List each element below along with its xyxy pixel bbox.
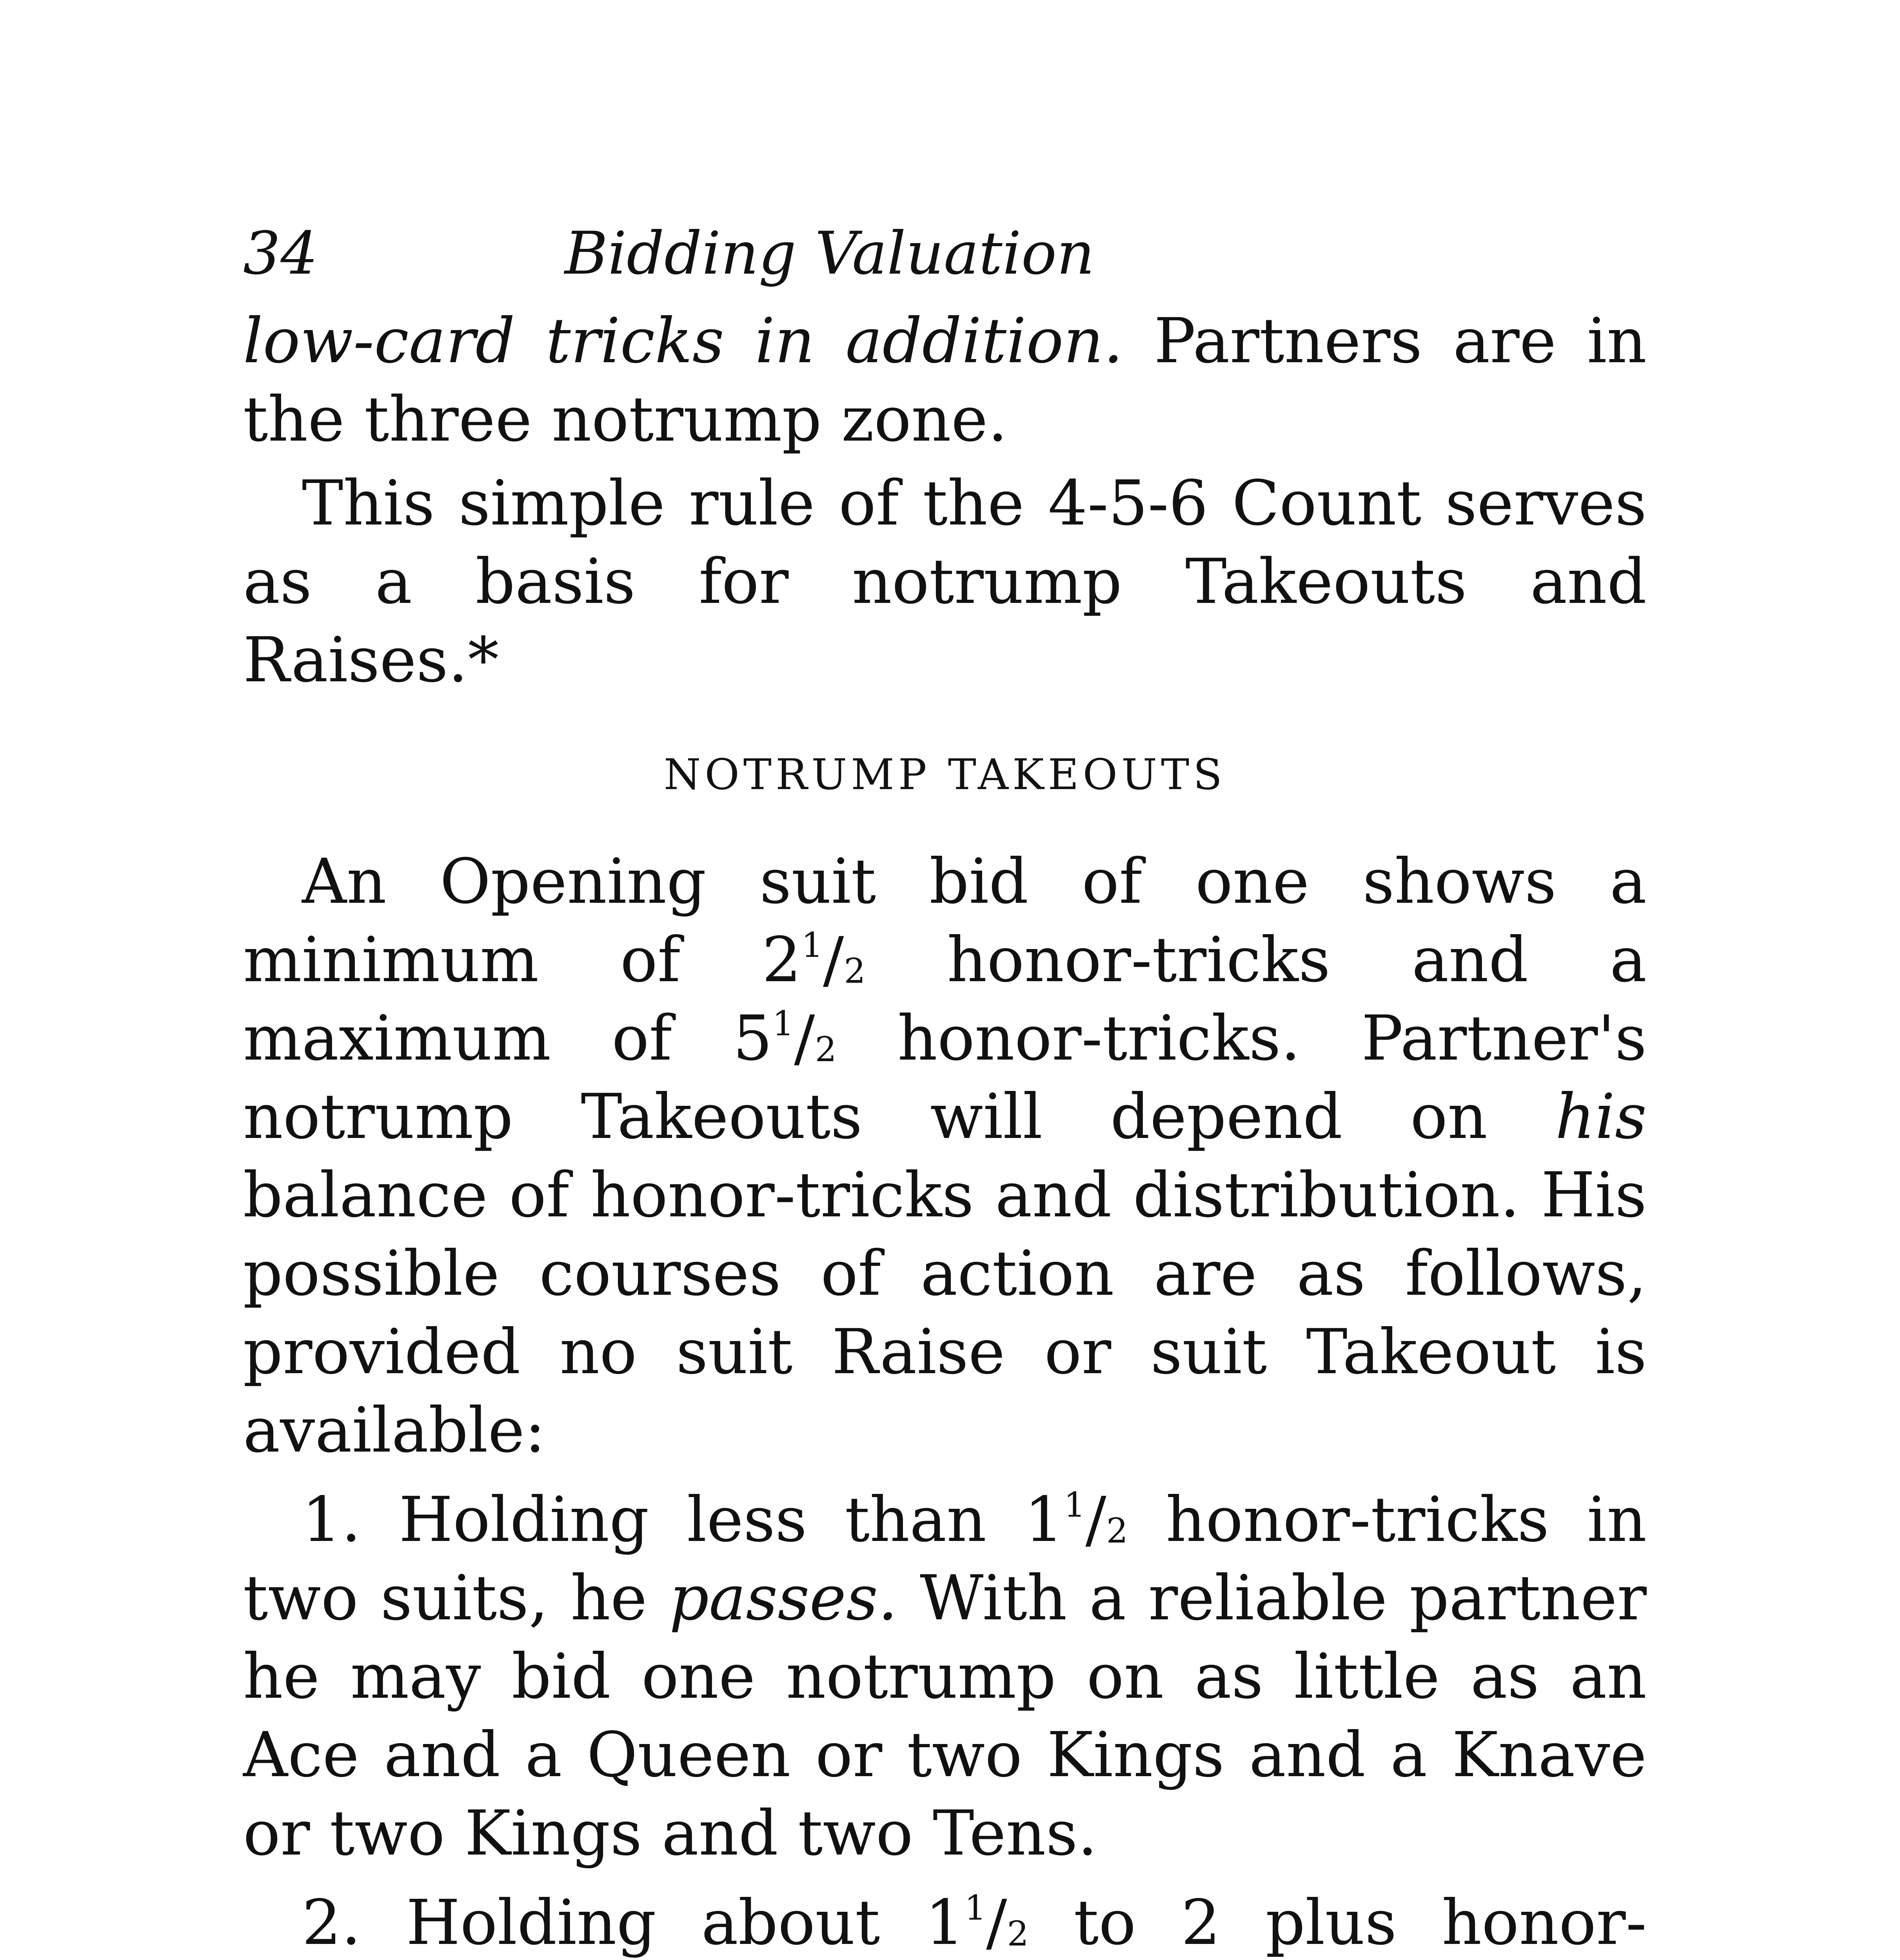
page-number: 34: [243, 220, 318, 288]
fraction-half-1: $^1/_2$: [801, 924, 866, 996]
opening-italic-his: his: [1555, 1081, 1647, 1153]
intro-paragraph-1-text: Partners are in the three notrump zone.: [243, 305, 1647, 456]
opening-text-d: balance of honor-tricks and distribution. His possible courses of action are as follows, provided no suit Raise or suit Takeout is available:: [243, 1159, 1647, 1466]
intro-italic-phrase: low-card tricks in addition.: [243, 305, 1123, 377]
intro-paragraph-1: [243, 302, 1647, 459]
list-item-number: 2.: [302, 1887, 361, 1959]
running-head: Bidding Valuation: [565, 220, 1095, 288]
section-heading: NOTRUMP TAKEOUTS: [663, 750, 1226, 799]
list-item-1: 1. Holding less than $1^1/_2$ honor-tricks in two suits, he passes. With a reliable partner he may bid one notrump on as little as an Ace and a Queen or two Kings and a Knave or two Kings and two Tens.: [243, 1484, 1647, 1869]
intro-paragraph-2: This simple rule of the 4-5-6 Count serves as a basis for notrump Takeouts and Raises.*: [243, 467, 1647, 696]
fraction-half: $^1/_2$: [1064, 1484, 1128, 1556]
opening-text-a: An Opening suit bid of one shows a minimum of 2: [243, 846, 1647, 996]
opening-paragraph: [243, 842, 1647, 1470]
list-item-2: 2. Holding about $1^1/_2$ to 2 plus honor-: [302, 1887, 1647, 1959]
book-page: [243, 220, 1647, 1960]
fraction-half: $^1/_2$: [964, 1887, 1029, 1959]
list-item-emphasis: passes.: [669, 1562, 898, 1634]
opening-text-b: honor-tricks and a maximum of 5: [243, 924, 1647, 1074]
opening-text-c: honor-tricks. Partner's notrump Takeouts will depend on: [243, 1002, 1647, 1153]
page-header: [243, 220, 1647, 302]
list-item-number: 1.: [302, 1484, 361, 1556]
fraction-half-2: $^1/_2$: [772, 1002, 837, 1074]
